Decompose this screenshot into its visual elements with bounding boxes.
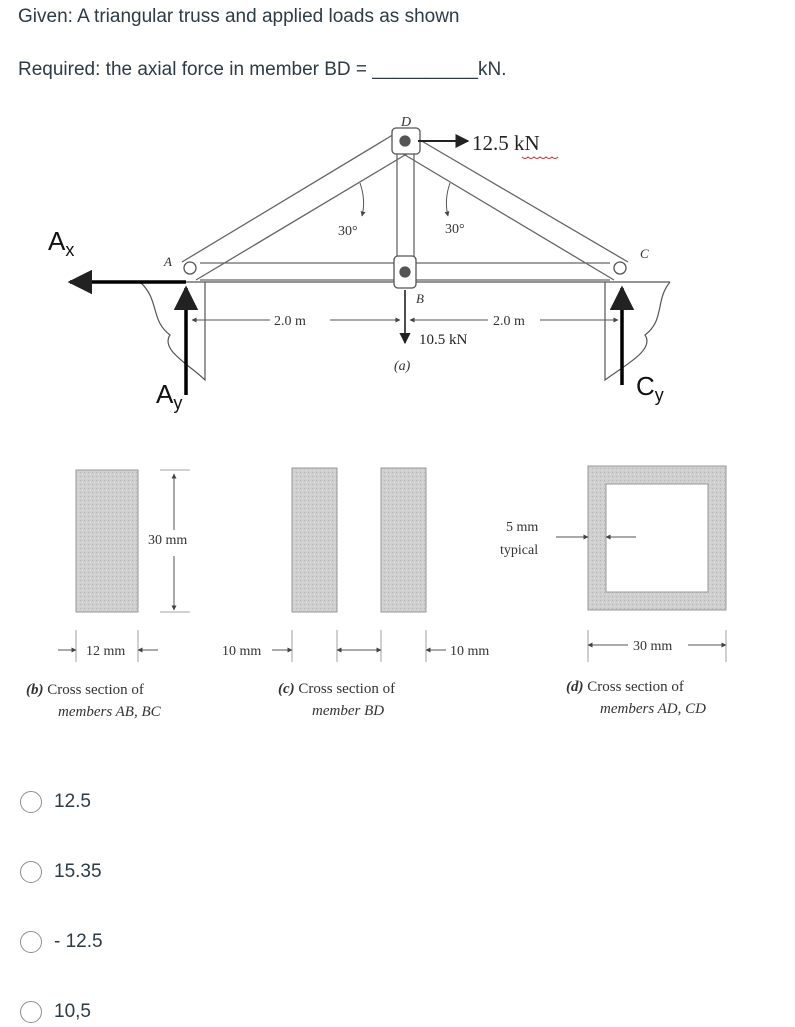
dim-10mm-right-label: 10 mm bbox=[450, 644, 490, 659]
load-vertical-label: 10.5 kN bbox=[419, 332, 468, 348]
answer-option-label: 12.5 bbox=[54, 791, 91, 812]
dim-12mm-label: 12 mm bbox=[86, 644, 126, 659]
truss-figure bbox=[0, 95, 795, 735]
dim-5mm-line2: typical bbox=[500, 543, 539, 558]
dim-30mm-label: 30 mm bbox=[148, 533, 188, 548]
radio-button[interactable] bbox=[20, 791, 42, 813]
dim-10mm-left-label: 10 mm bbox=[222, 644, 262, 659]
answer-option-label: 10,5 bbox=[54, 1001, 91, 1022]
dim-left-label: 2.0 m bbox=[274, 314, 306, 329]
angle-arc-right bbox=[446, 183, 450, 216]
caption-d-line1: (d) Cross section of bbox=[566, 679, 684, 695]
caption-b-line1: (b) Cross section of bbox=[26, 682, 144, 698]
cross-section-b bbox=[26, 470, 190, 720]
caption-b-line2: members AB, BC bbox=[58, 704, 161, 720]
question-required: Required: the axial force in member BD = __________kN. bbox=[18, 59, 507, 80]
dim-right-label: 2.0 m bbox=[493, 314, 525, 329]
span-dimension-left bbox=[192, 314, 400, 329]
reaction-ax-label: $A_x$ bbox=[48, 226, 75, 260]
joints bbox=[184, 128, 626, 288]
dim-30mm-bottom-label: 30 mm bbox=[633, 639, 673, 654]
joint-b-label: B bbox=[416, 291, 424, 306]
radio-button[interactable] bbox=[20, 861, 42, 883]
angle-right-label: 30° bbox=[445, 222, 465, 237]
caption-d-line2: members AD, CD bbox=[600, 701, 706, 717]
answer-option-2[interactable] bbox=[20, 857, 102, 887]
caption-c-line1: (c) Cross section of bbox=[278, 681, 396, 697]
radio-button[interactable] bbox=[20, 931, 42, 953]
question-given: Given: A triangular truss and applied loads as shown bbox=[18, 6, 460, 27]
radio-button[interactable] bbox=[20, 1001, 42, 1023]
joint-a-label: A bbox=[164, 254, 172, 269]
joint-c-label: C bbox=[640, 246, 649, 261]
angle-left-label: 30° bbox=[338, 224, 358, 239]
span-dimension-right bbox=[410, 314, 618, 329]
spellcheck-underline bbox=[522, 157, 558, 159]
answer-option-1[interactable] bbox=[20, 787, 91, 817]
figure-a-label: (a) bbox=[394, 359, 411, 374]
reaction-ay-label: $A_y$ bbox=[156, 379, 183, 413]
cross-section-c bbox=[222, 468, 489, 719]
caption-c-line2: member BD bbox=[312, 703, 385, 719]
joint-d-label: D bbox=[401, 115, 412, 130]
dim-5mm-line1: 5 mm bbox=[506, 520, 539, 535]
load-horizontal-label: 12.5 kN bbox=[472, 131, 540, 155]
answer-option-3[interactable] bbox=[20, 927, 103, 957]
cross-section-d bbox=[500, 466, 726, 717]
angle-arc-left bbox=[360, 183, 364, 216]
answer-option-4[interactable] bbox=[20, 997, 91, 1027]
reaction-cy-label: $C_y$ bbox=[636, 371, 664, 405]
answer-option-label: 15.35 bbox=[54, 861, 102, 882]
answer-option-label: - 12.5 bbox=[54, 931, 103, 952]
